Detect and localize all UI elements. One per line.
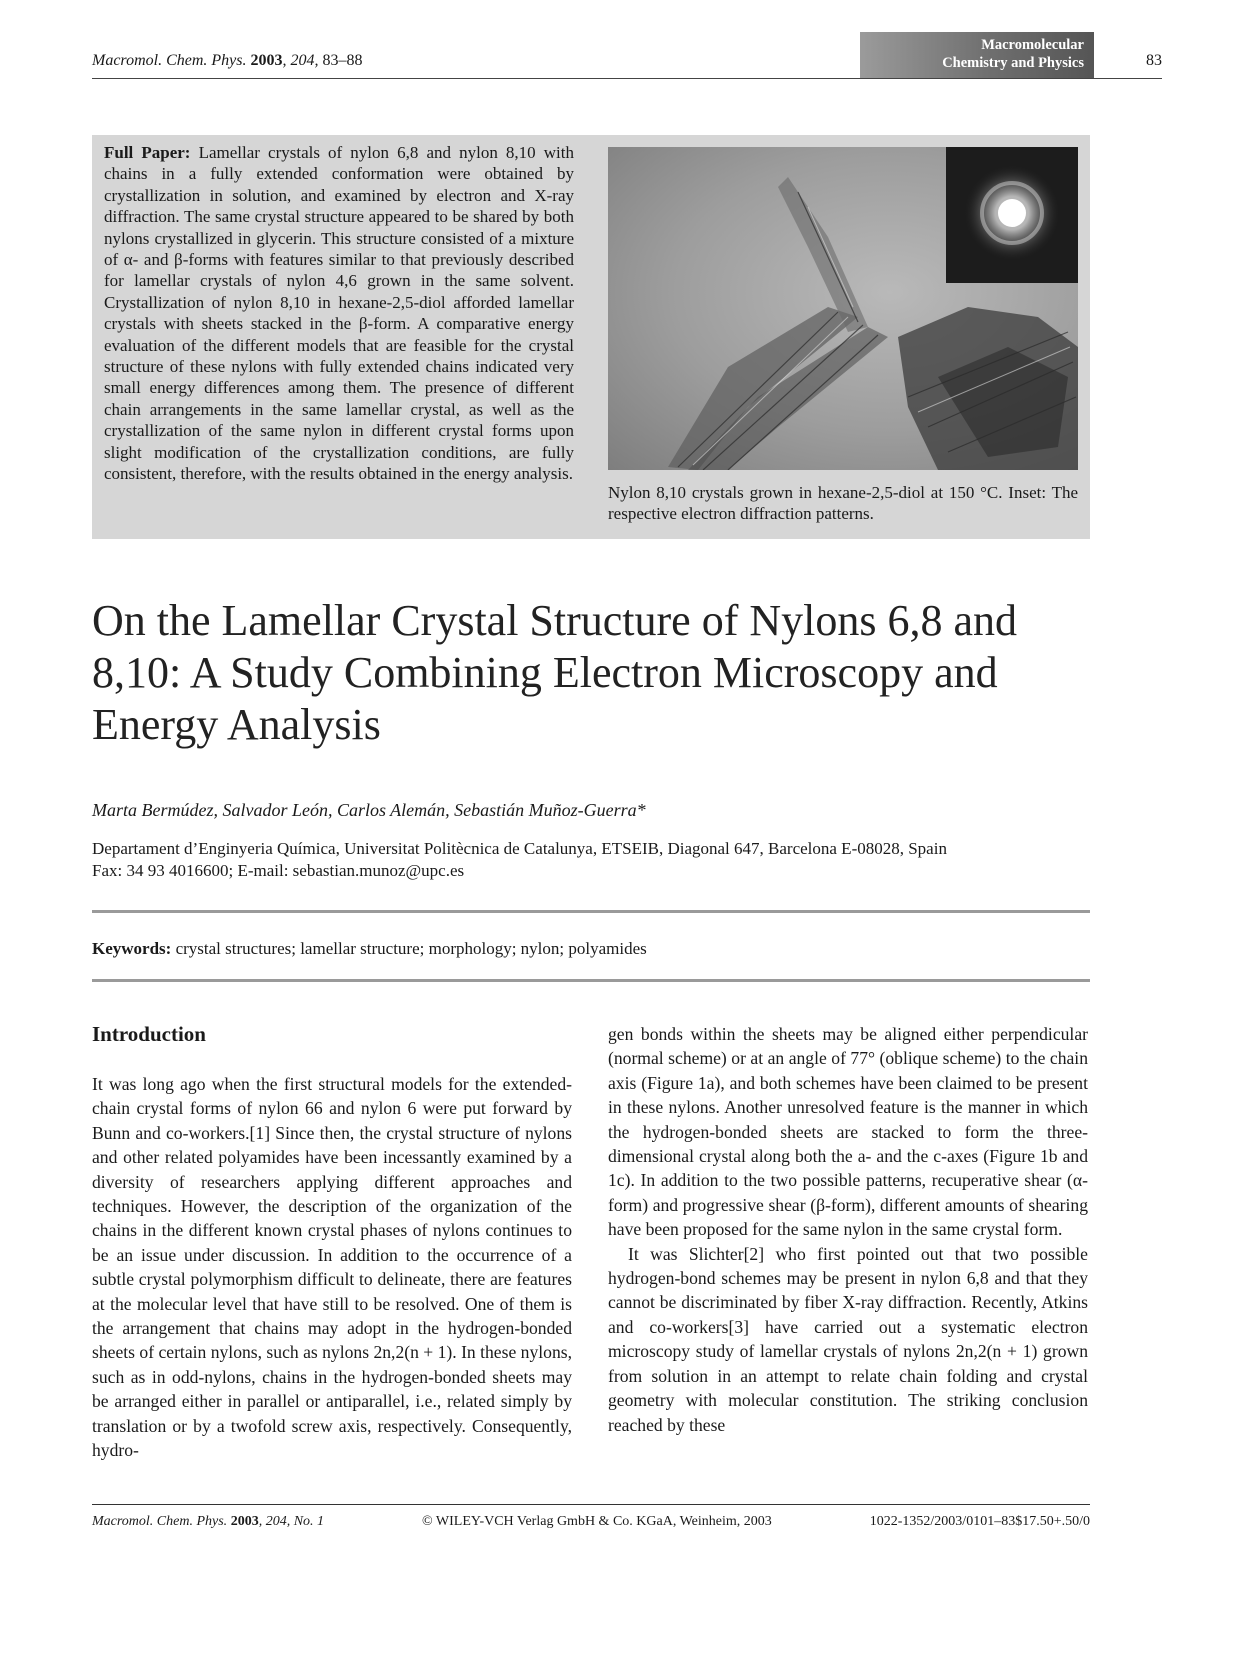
header-volume: 204 [290,52,315,69]
abstract-text: Lamellar crystals of nylon 6,8 and nylon 8,10 with chains in a fully extended conformation were obtained by crystallization in solution, and examined by electron and X-ray diffraction. The same crystal structure appeared to be shared by both nylons crystallized in glycerin. This structure consisted of a mixture of α- and β-forms with features similar to that previously described for lamellar crystals of nylon 4,6 grown in the same solvent. Crystallization of nylon 8,10 in hexane-2,5-diol afforded lamellar crystals with sheets stacked in the β-form. A comparative energy evaluation of the different models that are feasible for the crystal structure of these nylons with fully extended chains indicated very small energy differences among them. The presence of different chain arrangements in the same lamellar crystal, as well as the crystallization of the same nylon in different crystal forms upon slight modification of the crystallization conditions, are fully consistent, therefore, with the results obtained in the energy analysis. [104,143,574,484]
footer-code: 1022-1352/2003/0101–83$17.50+.50/0 [869,1514,1090,1529]
page-footer [92,1514,1090,1530]
body-column-left [92,1072,572,1463]
header-pages: 83–88 [322,52,363,69]
badge-line-2: Chemistry and Physics [942,55,1084,71]
keywords [92,939,647,959]
section-heading-introduction: Introduction [92,1022,206,1046]
body-column-right [608,1022,1088,1437]
header-year: 2003 [250,52,283,69]
header-journal: Macromol. Chem. Phys. [92,52,247,69]
footer-year: 2003 [230,1514,259,1529]
running-header: Macromol. Chem. Phys. 2003, 204, 83–88 [92,52,363,69]
paragraph: It was Slichter[2] who first pointed out that two possible hydrogen-bond schemes may be present in nylon 6,8 and that they cannot be discriminated by fiber X-ray diffraction. Recently, Atkins and co-workers[3] have carried out a systematic electron microscopy study of lamellar crystals of nylons 2n,2(n + 1) grown from solution in an attempt to relate chain folding and crystal geometry with molecular constitution. The striking conclusion reached by these [608,1243,1088,1435]
footer-volume: 204, No. 1 [265,1514,325,1529]
footer-citation: Macromol. Chem. Phys. 2003, 204, No. 1 [92,1514,325,1529]
paragraph: It was long ago when the first structural models for the extended-chain crystal forms of nylon 66 and nylon 6 were put forward by Bunn and co-workers.[1] Since then, the crystal structure of nylons and other related polyamides have been incessantly examined by a diversity of researchers applying different approaches and techniques. However, the description of the organization of the chains in the different known crystal phases of nylons continues to be an issue under discussion. In addition to the occurrence of a subtle crystal polymorphism difficult to delineate, there are features at the molecular level that have still to be resolved. One of them is the arrangement that chains may adopt in the hydrogen-bonded sheets of certain nylons, such as nylons 2n,2(n + 1). In these nylons, such as in odd-nylons, chains in the hydrogen-bonded sheets may be arranged either in parallel or antiparallel, i.e., related simply by translation or by a twofold screw axis, respectively. Consequently, hydro- [92,1074,572,1461]
journal-badge [860,32,1094,78]
paragraph: gen bonds within the sheets may be aligned either perpendicular (normal scheme) or at an angle of 77° (oblique scheme) to the chain axis (Figure 1a), and both schemes have been claimed to be present in these nylons. Another unresolved feature is the manner in which the hydrogen-bonded sheets are stacked to form the three-dimensional crystal along both the a- and the c-axes (Figure 1b and 1c). In addition to the two possible patterns, recuperative shear (α-form) and progressive shear (β-form), different amounts of shearing have been proposed for the same nylon in the same crystal form. [608,1024,1088,1240]
badge-line-1: Macromolecular [981,37,1084,53]
keywords-top-rule [92,910,1090,913]
micrograph-illustration [608,147,1078,470]
article-title: On the Lamellar Crystal Structure of Nylons 6,8 and 8,10: A Study Combining Electron Microscopy and Energy Analysis [92,596,1018,749]
contact-info: Fax: 34 93 4016600; E-mail: sebastian.munoz@upc.es [92,861,465,880]
footer-divider [92,1504,1090,1505]
keywords-bottom-rule [92,979,1090,982]
header-divider [92,78,1162,79]
author-list: Marta Bermúdez, Salvador León, Carlos Alemán, Sebastián Muñoz-Guerra* [92,800,646,820]
footer-journal: Macromol. Chem. Phys. [92,1514,228,1529]
figure-caption: Nylon 8,10 crystals grown in hexane-2,5-diol at 150 °C. Inset: The respective electron diffraction patterns. [608,483,1078,524]
affiliation-address: Departament d’Enginyeria Química, Universitat Politècnica de Catalunya, ETSEIB, Diagonal 647, Barcelona E-08028, Spain [92,839,947,858]
page-number: 83 [1146,52,1162,69]
abstract-label: Full Paper: [104,143,191,162]
keywords-list: crystal structures; lamellar structure; morphology; nylon; polyamides [175,939,647,958]
affiliation [92,838,1112,882]
keywords-label: Keywords: [92,939,172,958]
footer-copyright: © WILEY-VCH Verlag GmbH & Co. KGaA, Weinheim, 2003 [422,1514,772,1529]
micrograph-image [608,147,1078,470]
abstract [104,142,574,485]
